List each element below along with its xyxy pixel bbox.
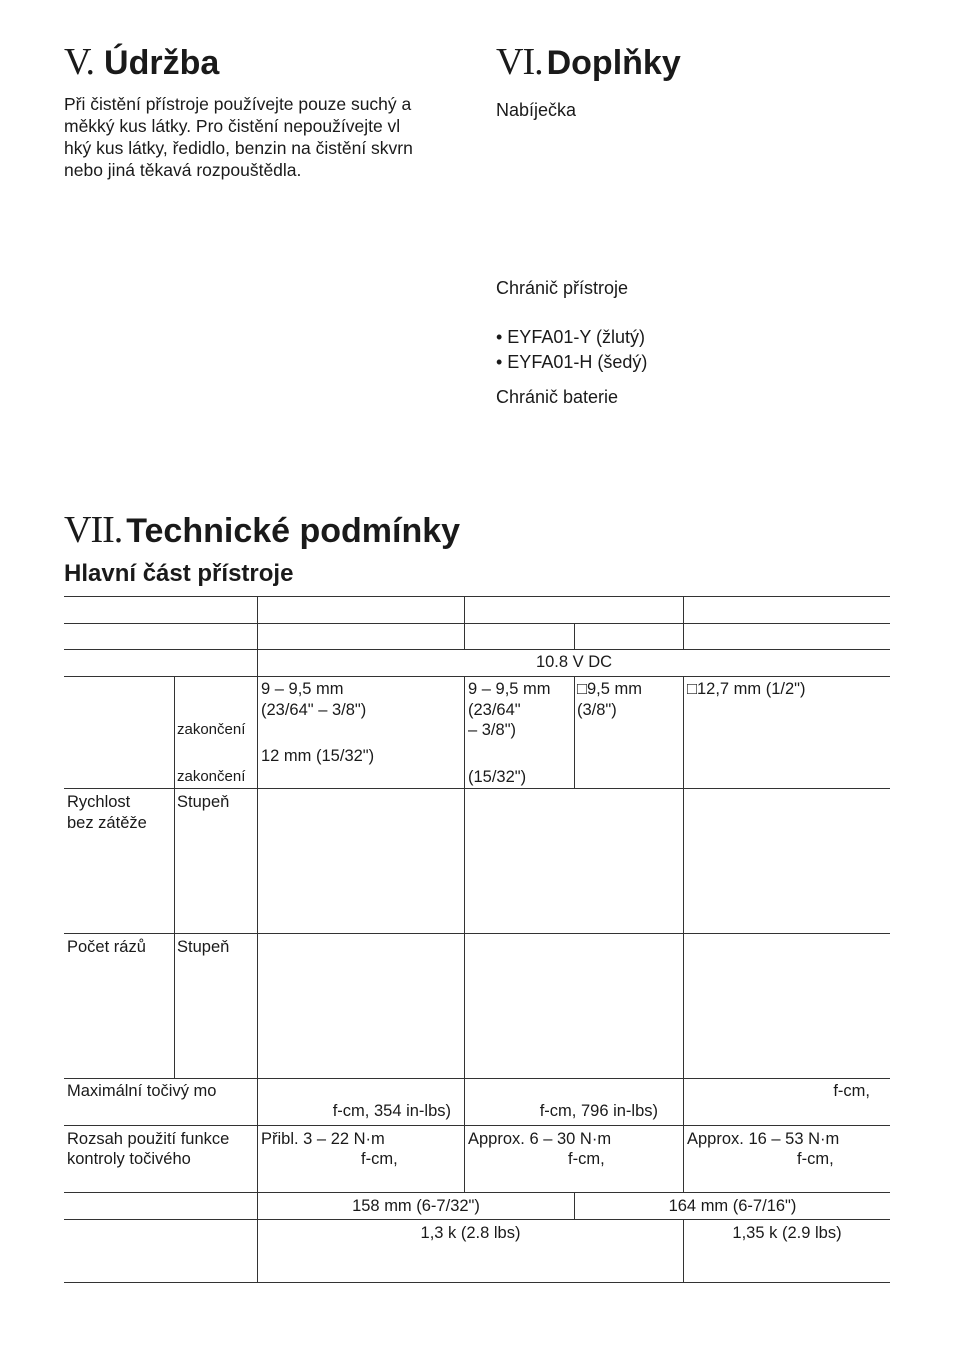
holder-c1-line3: 12 mm (15/32") bbox=[261, 747, 375, 765]
charger-label: Nabíječka bbox=[496, 100, 577, 120]
maintenance-paragraph bbox=[64, 93, 457, 181]
length-value-2: 164 mm (6-7/16") bbox=[668, 1197, 797, 1215]
torque-c2: f-cm, 796 in-lbs) bbox=[539, 1102, 658, 1120]
section-v-heading bbox=[64, 40, 219, 84]
maintenance-line-4: nebo jiná těkavá rozpouštědla. bbox=[64, 160, 302, 180]
range-c3-line2: f-cm, bbox=[797, 1150, 834, 1168]
weight-value-2: 1,35 k (2.9 lbs) bbox=[732, 1224, 842, 1242]
max-torque-label: Maximální točivý mo bbox=[67, 1082, 217, 1100]
range-c2-line2: f-cm, bbox=[568, 1150, 605, 1168]
maintenance-line-2: měkký kus látky. Pro čistění nepoužívejte vl bbox=[64, 116, 401, 136]
maintenance-line-3: hký kus látky, ředidlo, benzin na čistění skvrn bbox=[64, 138, 413, 158]
holder-c2a-line3: – 3/8") bbox=[468, 721, 517, 739]
range-c2-line1: Approx. 6 – 30 N·m bbox=[468, 1130, 612, 1148]
range-label-line1: Rozsah použití funkce bbox=[67, 1130, 230, 1148]
section-v-title: Údržba bbox=[104, 44, 220, 82]
torque-c3: f-cm, bbox=[833, 1082, 870, 1100]
end-type-2: zakončení bbox=[177, 768, 246, 785]
range-c1-line2: f-cm, bbox=[361, 1150, 398, 1168]
section-vii-heading bbox=[64, 508, 460, 552]
section-v-number: V. bbox=[64, 41, 95, 83]
impacts-step-label: Stupeň bbox=[177, 938, 230, 956]
speed-label-line1: Rychlost bbox=[67, 793, 131, 811]
holder-c2b-line2: (3/8") bbox=[577, 701, 617, 719]
holder-c1-line1: 9 – 9,5 mm bbox=[261, 680, 344, 698]
voltage-value: 10.8 V DC bbox=[535, 653, 613, 671]
holder-c3-line1: □12,7 mm (1/2") bbox=[687, 680, 806, 698]
main-unit-subtitle: Hlavní část přístroje bbox=[64, 560, 294, 587]
holder-c2a-line4: (15/32") bbox=[468, 768, 527, 786]
range-c1-line1: Přibl. 3 – 22 N·m bbox=[261, 1130, 385, 1148]
holder-c2b-line1: □9,5 mm bbox=[577, 680, 642, 698]
speed-label-line2: bez zátěže bbox=[67, 814, 147, 832]
range-c3-line1: Approx. 16 – 53 N·m bbox=[687, 1130, 840, 1148]
section-vii-number: VII. bbox=[64, 509, 123, 551]
torque-c1: f-cm, 354 in-lbs) bbox=[332, 1102, 451, 1120]
section-vi-heading bbox=[496, 40, 681, 84]
end-type-1: zakončení bbox=[177, 721, 246, 738]
length-value-1: 158 mm (6-7/32") bbox=[352, 1197, 480, 1215]
holder-c2a-line2: (23/64" bbox=[468, 701, 521, 719]
section-vii-title: Technické podmínky bbox=[126, 512, 461, 550]
section-vi-title: Doplňky bbox=[546, 44, 681, 82]
maintenance-line-1: Při čistění přístroje používejte pouze suchý a bbox=[64, 94, 412, 114]
device-protector-label: Chránič přístroje bbox=[496, 278, 629, 298]
section-vi-number: VI. bbox=[496, 41, 543, 83]
holder-c1-line2: (23/64" – 3/8") bbox=[261, 701, 367, 719]
battery-protector-label: Chránič baterie bbox=[496, 387, 619, 407]
impacts-label: Počet rázů bbox=[67, 938, 146, 956]
bullet-yellow: • EYFA01-Y (žlutý) bbox=[496, 327, 646, 347]
weight-value-1: 1,3 k (2.8 lbs) bbox=[420, 1224, 521, 1242]
holder-c2a-line1: 9 – 9,5 mm bbox=[468, 680, 551, 698]
range-label-line2: kontroly točivého bbox=[67, 1150, 191, 1168]
bullet-grey: • EYFA01-H (šedý) bbox=[496, 352, 648, 372]
speed-step-label: Stupeň bbox=[177, 793, 230, 811]
